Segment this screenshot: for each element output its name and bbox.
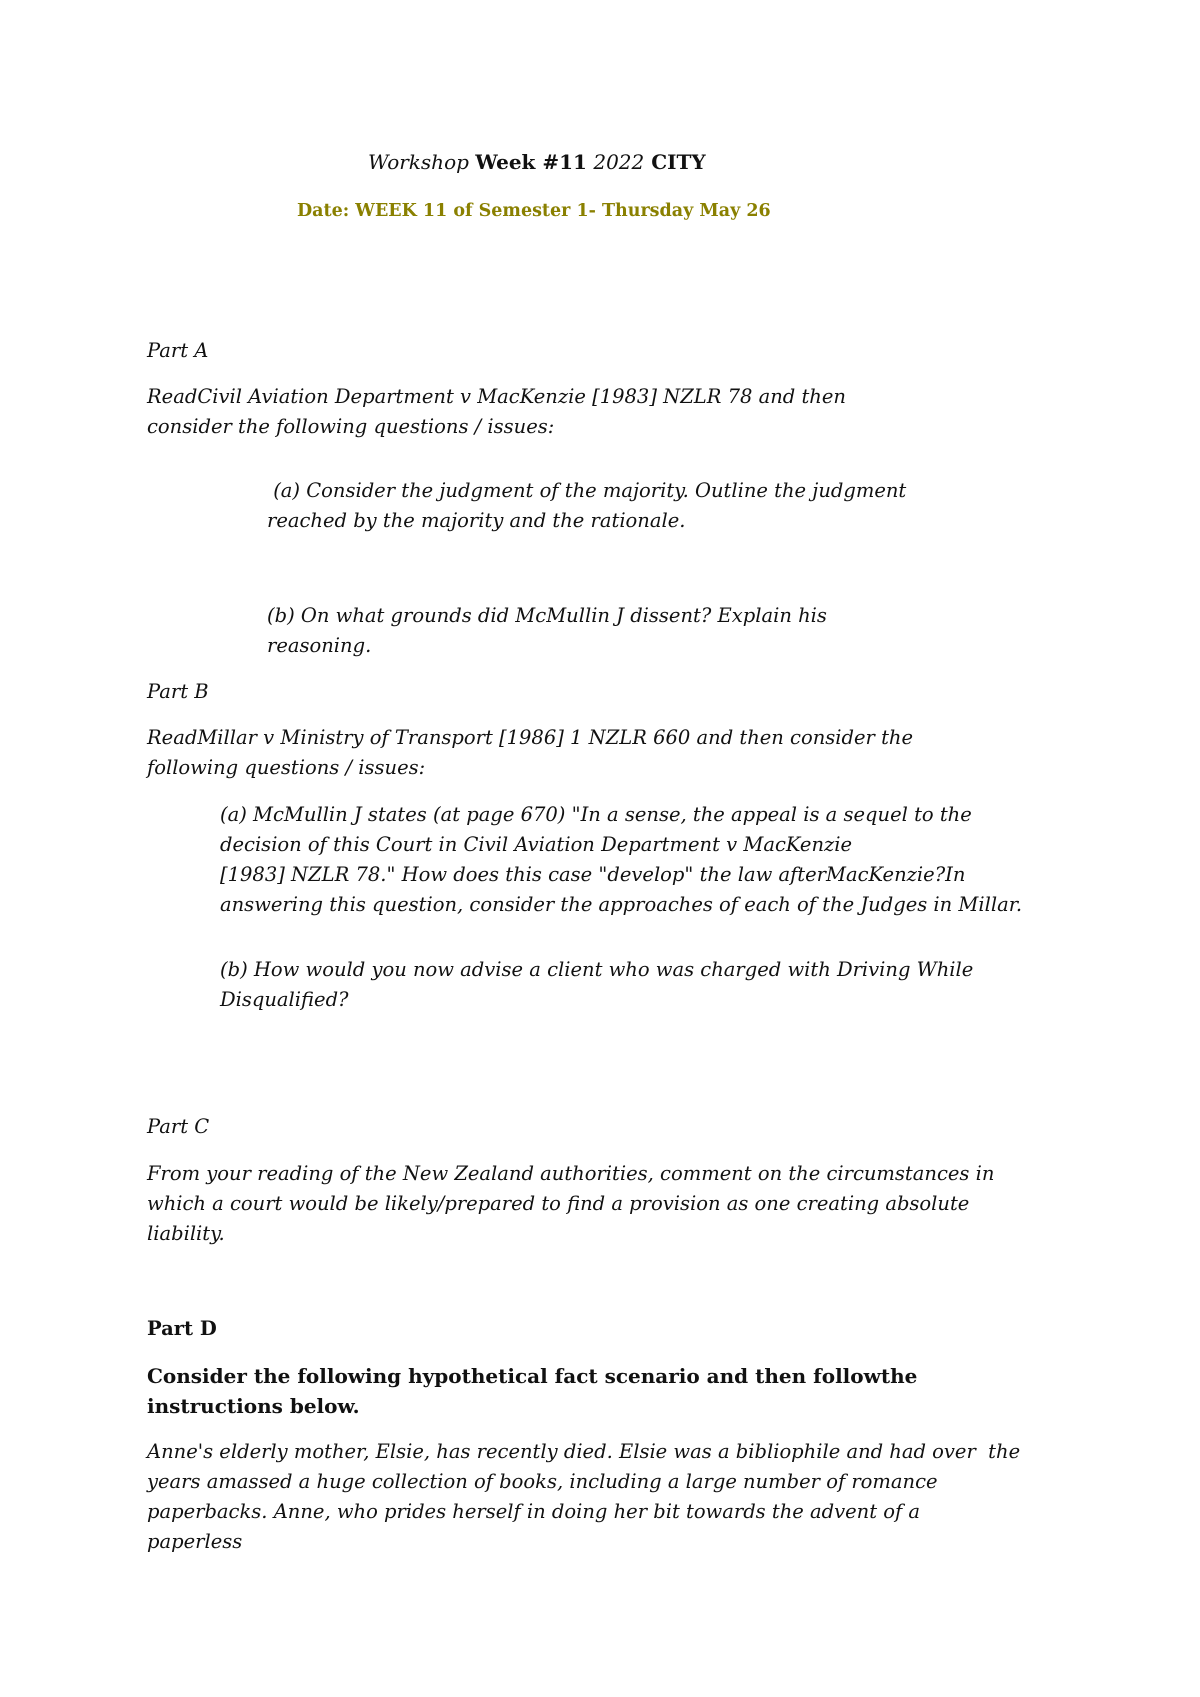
part-d-scenario-line: paperless bbox=[147, 1530, 243, 1553]
part-a-question-b-line: (b) On what grounds did McMullin J dissent? Explain his bbox=[267, 604, 827, 627]
part-a-question-a-line: reached by the majority and the rationale. bbox=[267, 509, 686, 532]
part-b-question-b-line: (b) How would you now advise a client who was charged with Driving While bbox=[220, 958, 974, 981]
part-a-question-b-line: reasoning. bbox=[267, 634, 372, 657]
part-b-question-a-line: decision of this Court in Civil Aviation Department v MacKenzie bbox=[220, 833, 853, 856]
part-d-instruction-line: instructions below. bbox=[147, 1394, 360, 1418]
part-b-heading: Part B bbox=[147, 680, 209, 703]
part-d-scenario-line: paperbacks. Anne, who prides herself in doing her bit towards the advent of a bbox=[147, 1500, 921, 1523]
part-a-intro-line: ReadCivil Aviation Department v MacKenzie [1983] NZLR 78 and then bbox=[147, 385, 846, 408]
part-d-instruction-line: Consider the following hypothetical fact scenario and then followthe bbox=[147, 1364, 918, 1388]
date-line: Date: WEEK 11 of Semester 1- Thursday May 26 bbox=[297, 201, 771, 221]
part-d-heading: Part D bbox=[147, 1317, 217, 1340]
title-year: 2022 bbox=[593, 150, 645, 174]
title-city: CITY bbox=[651, 150, 706, 174]
title-workshop: Workshop bbox=[368, 150, 469, 174]
part-a-question-a-line: (a) Consider the judgment of the majority. Outline the judgment bbox=[267, 479, 907, 502]
part-d-scenario-line: Anne's elderly mother, Elsie, has recently died. Elsie was a bibliophile and had over the bbox=[147, 1440, 1021, 1463]
part-b-question-a-line: (a) McMullin J states (at page 670) "In a sense, the appeal is a sequel to the bbox=[220, 803, 972, 826]
page-title bbox=[368, 147, 706, 177]
part-a-intro-line: consider the following questions / issues: bbox=[147, 415, 555, 438]
part-b-intro-line: following questions / issues: bbox=[147, 756, 426, 779]
part-b-question-a-line: answering this question, consider the approaches of each of the Judges in Millar. bbox=[220, 893, 1023, 916]
part-b-question-a-line: [1983] NZLR 78." How does this case "develop" the law afterMacKenzie?In bbox=[220, 863, 966, 886]
title-week: Week #11 bbox=[475, 150, 587, 174]
part-d-scenario-line: years amassed a huge collection of books, including a large number of romance bbox=[147, 1470, 938, 1493]
part-c-body-line: which a court would be likely/prepared to find a provision as one creating absolute bbox=[147, 1192, 970, 1215]
part-a-heading: Part A bbox=[147, 339, 209, 362]
part-c-body-line: liability. bbox=[147, 1222, 225, 1245]
part-b-question-b-line: Disqualified? bbox=[220, 988, 349, 1011]
part-c-heading: Part C bbox=[147, 1115, 210, 1138]
part-b-intro-line: ReadMillar v Ministry of Transport [1986] 1 NZLR 660 and then consider the bbox=[147, 726, 914, 749]
part-c-body-line: From your reading of the New Zealand authorities, comment on the circumstances in bbox=[147, 1162, 995, 1185]
